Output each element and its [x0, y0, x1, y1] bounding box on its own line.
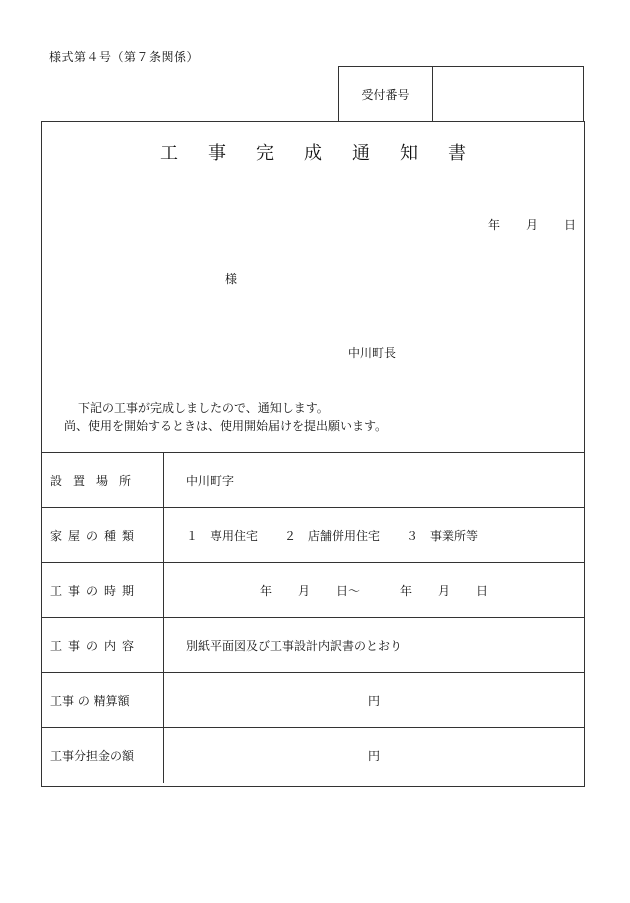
table-row [42, 673, 584, 728]
notice-text [64, 399, 387, 435]
issuer-name: 中川町長 [348, 346, 397, 360]
row-label-period: 工事の時期 [42, 563, 164, 617]
row-label-contribution: 工事分担金の額 [42, 728, 164, 783]
row-label-house-type: 家屋の種類 [42, 508, 164, 562]
option-shop-house[interactable]: ２ 店舗併用住宅 [284, 528, 381, 543]
table-row [42, 728, 584, 783]
row-label-content: 工事の内容 [42, 618, 164, 672]
table-row [42, 563, 584, 618]
notice-form [41, 121, 585, 787]
row-label-settlement: 工事 の 精算額 [42, 673, 164, 727]
document-title: 工事完成通知書 [160, 143, 496, 164]
period-field[interactable] [164, 563, 584, 617]
period-start-year: 年 [259, 583, 272, 598]
content-field[interactable]: 別紙平面図及び工事設計内訳書のとおり [186, 638, 403, 653]
option-dedicated-house[interactable]: １ 専用住宅 [186, 528, 259, 543]
reception-number-field[interactable] [433, 67, 583, 121]
period-start-day: 日〜 [335, 583, 360, 598]
house-type-options [164, 508, 584, 562]
reception-number-box [338, 66, 584, 121]
table-row [42, 618, 584, 673]
date-year: 年 [487, 218, 500, 232]
settlement-amount-field[interactable]: 円 [367, 693, 380, 708]
details-table [42, 452, 584, 783]
notice-line-1: 下記の工事が完成しましたので、通知します。 [78, 401, 329, 415]
period-start-month: 月 [297, 583, 310, 598]
addressee-suffix: 様 [225, 272, 238, 286]
table-row [42, 508, 584, 563]
row-label-location: 設置場所 [42, 453, 164, 507]
form-number-label: 様式第４号（第７条関係） [49, 50, 200, 64]
issue-date [488, 216, 576, 233]
location-field[interactable]: 中川町字 [186, 473, 235, 488]
option-business[interactable]: ３ 事業所等 [406, 528, 479, 543]
contribution-amount-field[interactable]: 円 [367, 749, 380, 763]
period-end-day: 日 [476, 583, 489, 598]
reception-number-label: 受付番号 [339, 67, 433, 121]
table-row [42, 453, 584, 508]
notice-line-2: 尚、使用を開始するときは、使用開始届けを提出願います。 [64, 419, 388, 433]
date-day: 日 [563, 218, 576, 232]
period-end-month: 月 [438, 583, 451, 598]
date-month: 月 [525, 218, 538, 232]
period-end-year: 年 [400, 583, 413, 598]
